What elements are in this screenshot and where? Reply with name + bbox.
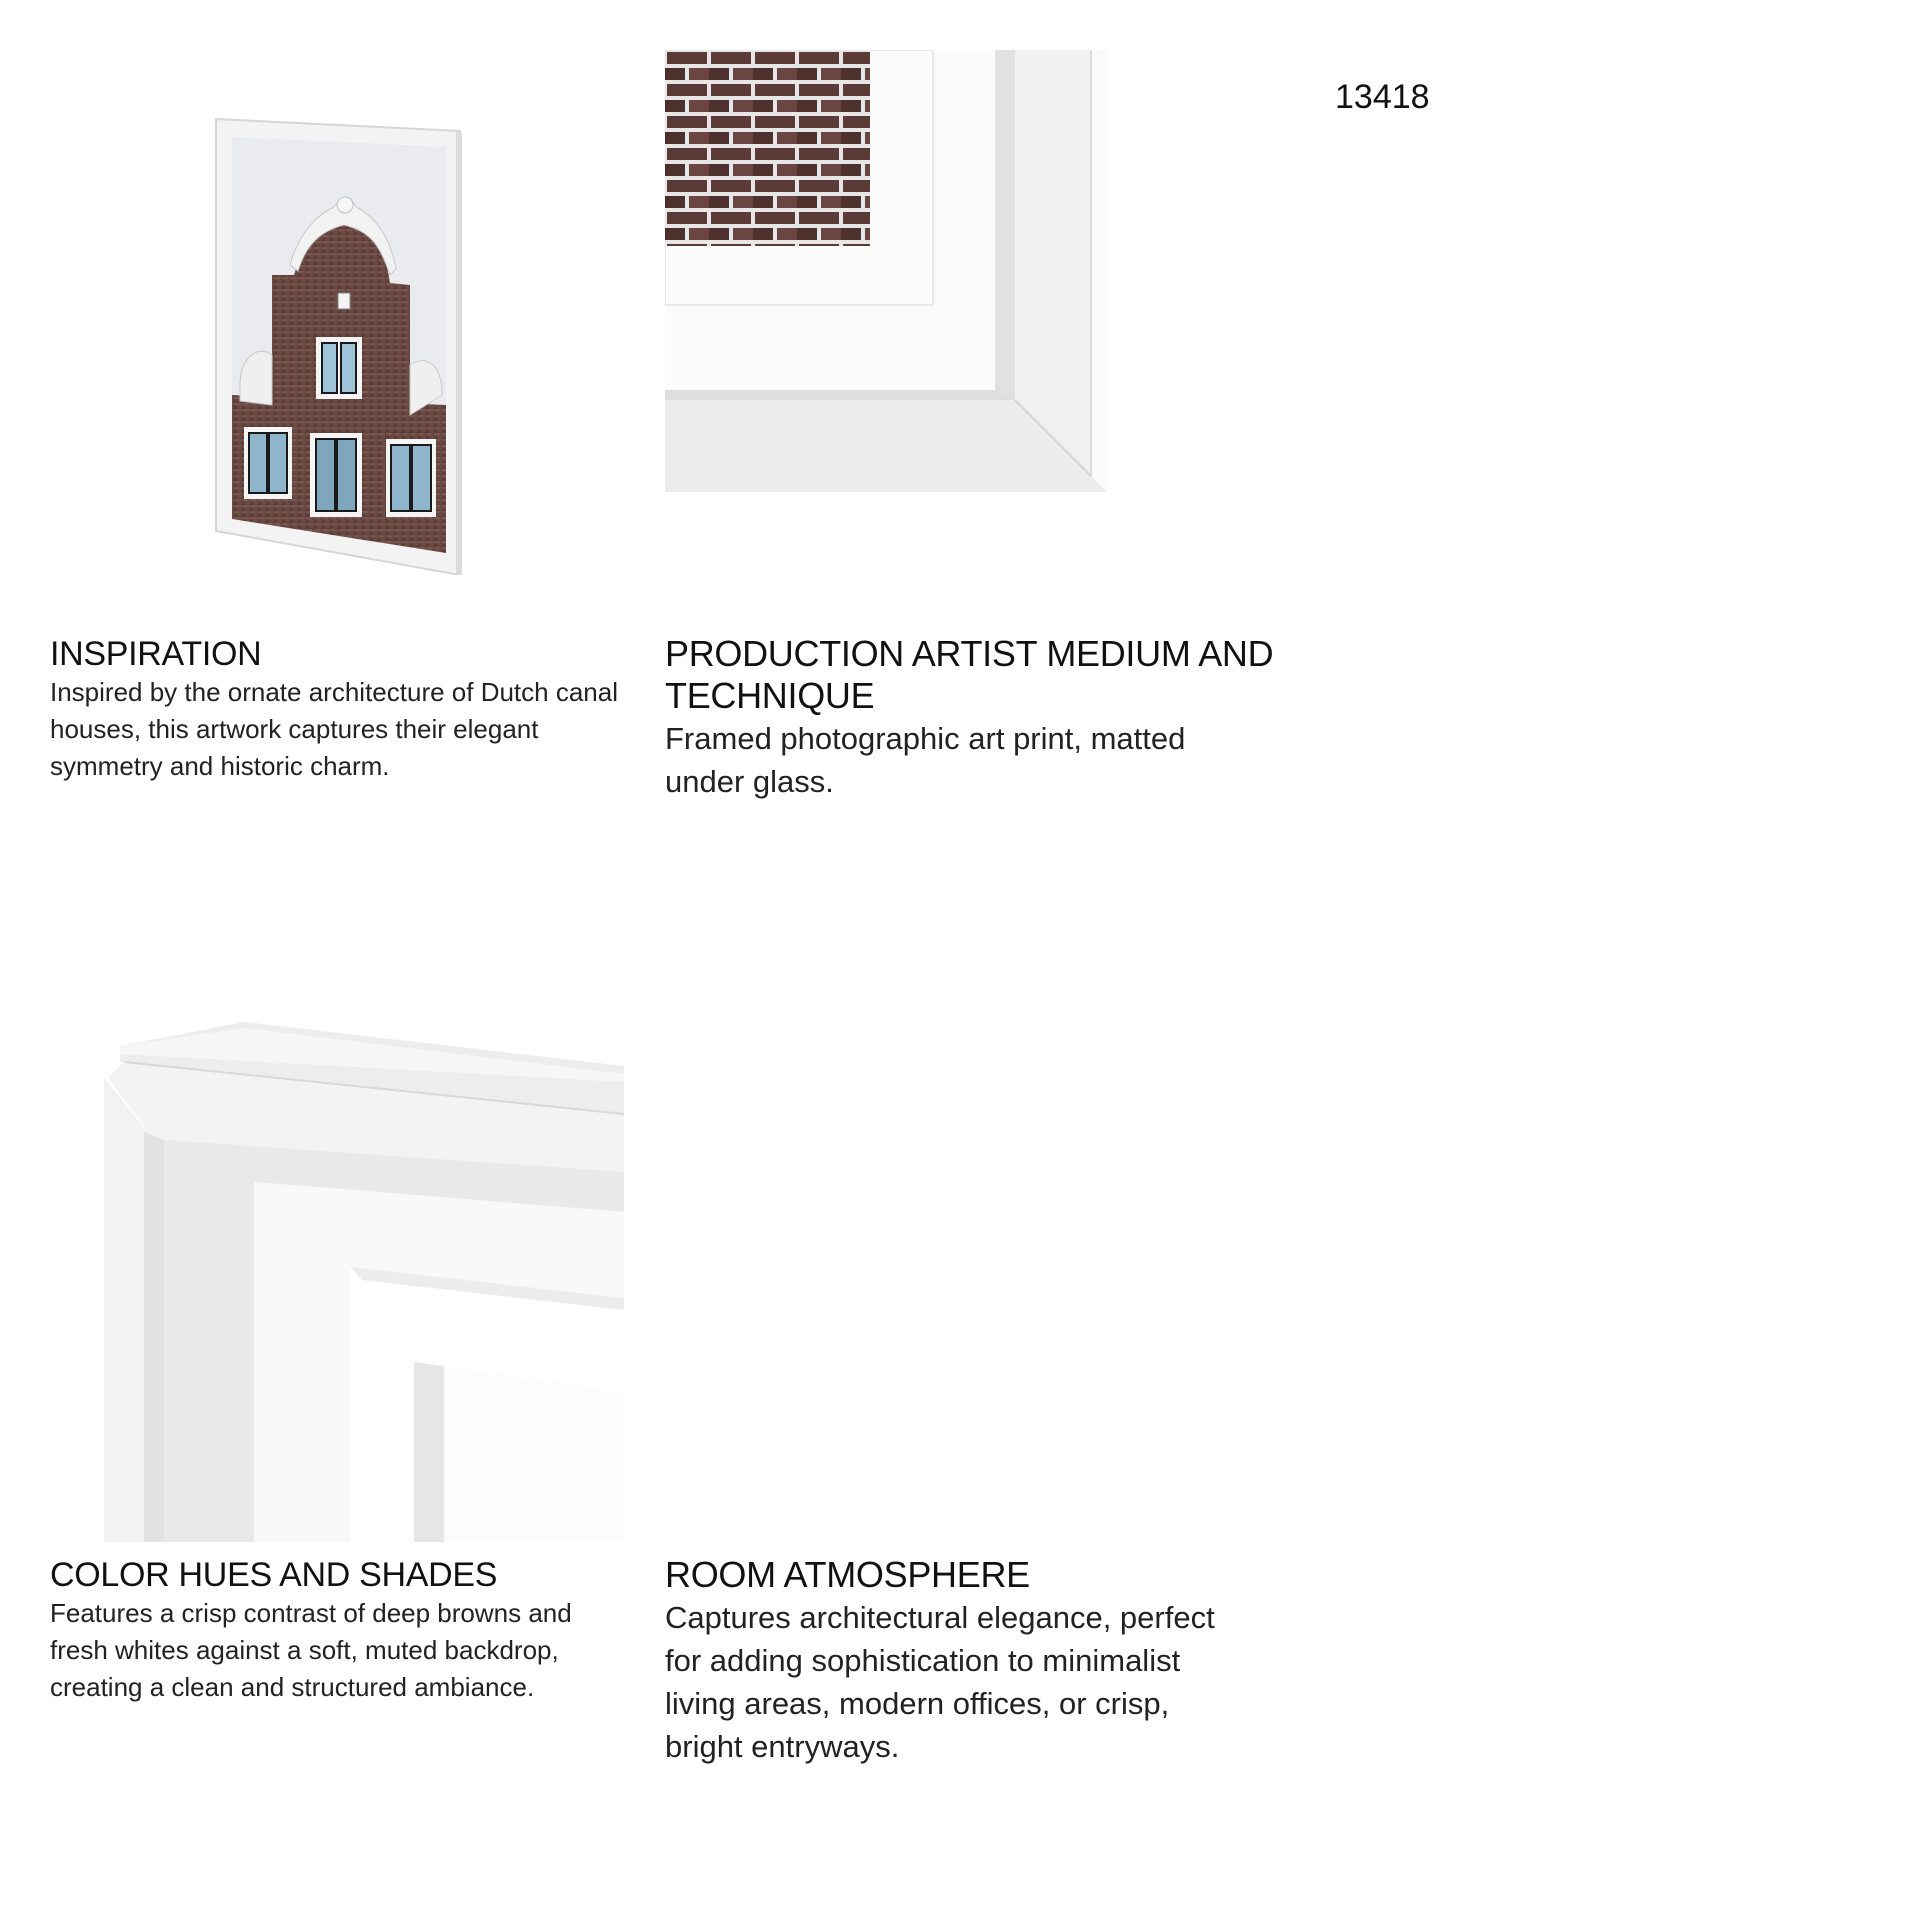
inspiration-text: Inspired by the ornate architecture of Dutch canal houses, this artwork captures their elegant symmetry and historic charm. <box>50 677 618 781</box>
color-section <box>50 1556 630 1706</box>
inspiration-title: INSPIRATION <box>50 635 262 673</box>
room-text: Captures architectural elegance, perfect for adding sophistication to minimalist living areas, modern offices, or crisp, bright entryways. <box>665 1600 1215 1764</box>
room-section <box>665 1554 1245 1768</box>
color-text: Features a crisp contrast of deep browns and fresh whites against a soft, muted backdrop, creating a clean and structured ambiance. <box>50 1598 572 1702</box>
artwork-image <box>210 115 470 575</box>
production-section <box>665 633 1465 803</box>
frame-corner-image <box>665 50 1107 492</box>
production-text: Framed photographic art print, matted under glass. <box>665 721 1186 799</box>
frame-profile-image <box>104 1022 624 1542</box>
color-title: COLOR HUES AND SHADES <box>50 1556 498 1594</box>
product-sku: 13418 <box>1335 78 1430 116</box>
inspiration-section <box>50 635 630 785</box>
production-title: PRODUCTION ARTIST MEDIUM AND TECHNIQUE <box>665 633 1274 716</box>
room-title: ROOM ATMOSPHERE <box>665 1554 1030 1595</box>
